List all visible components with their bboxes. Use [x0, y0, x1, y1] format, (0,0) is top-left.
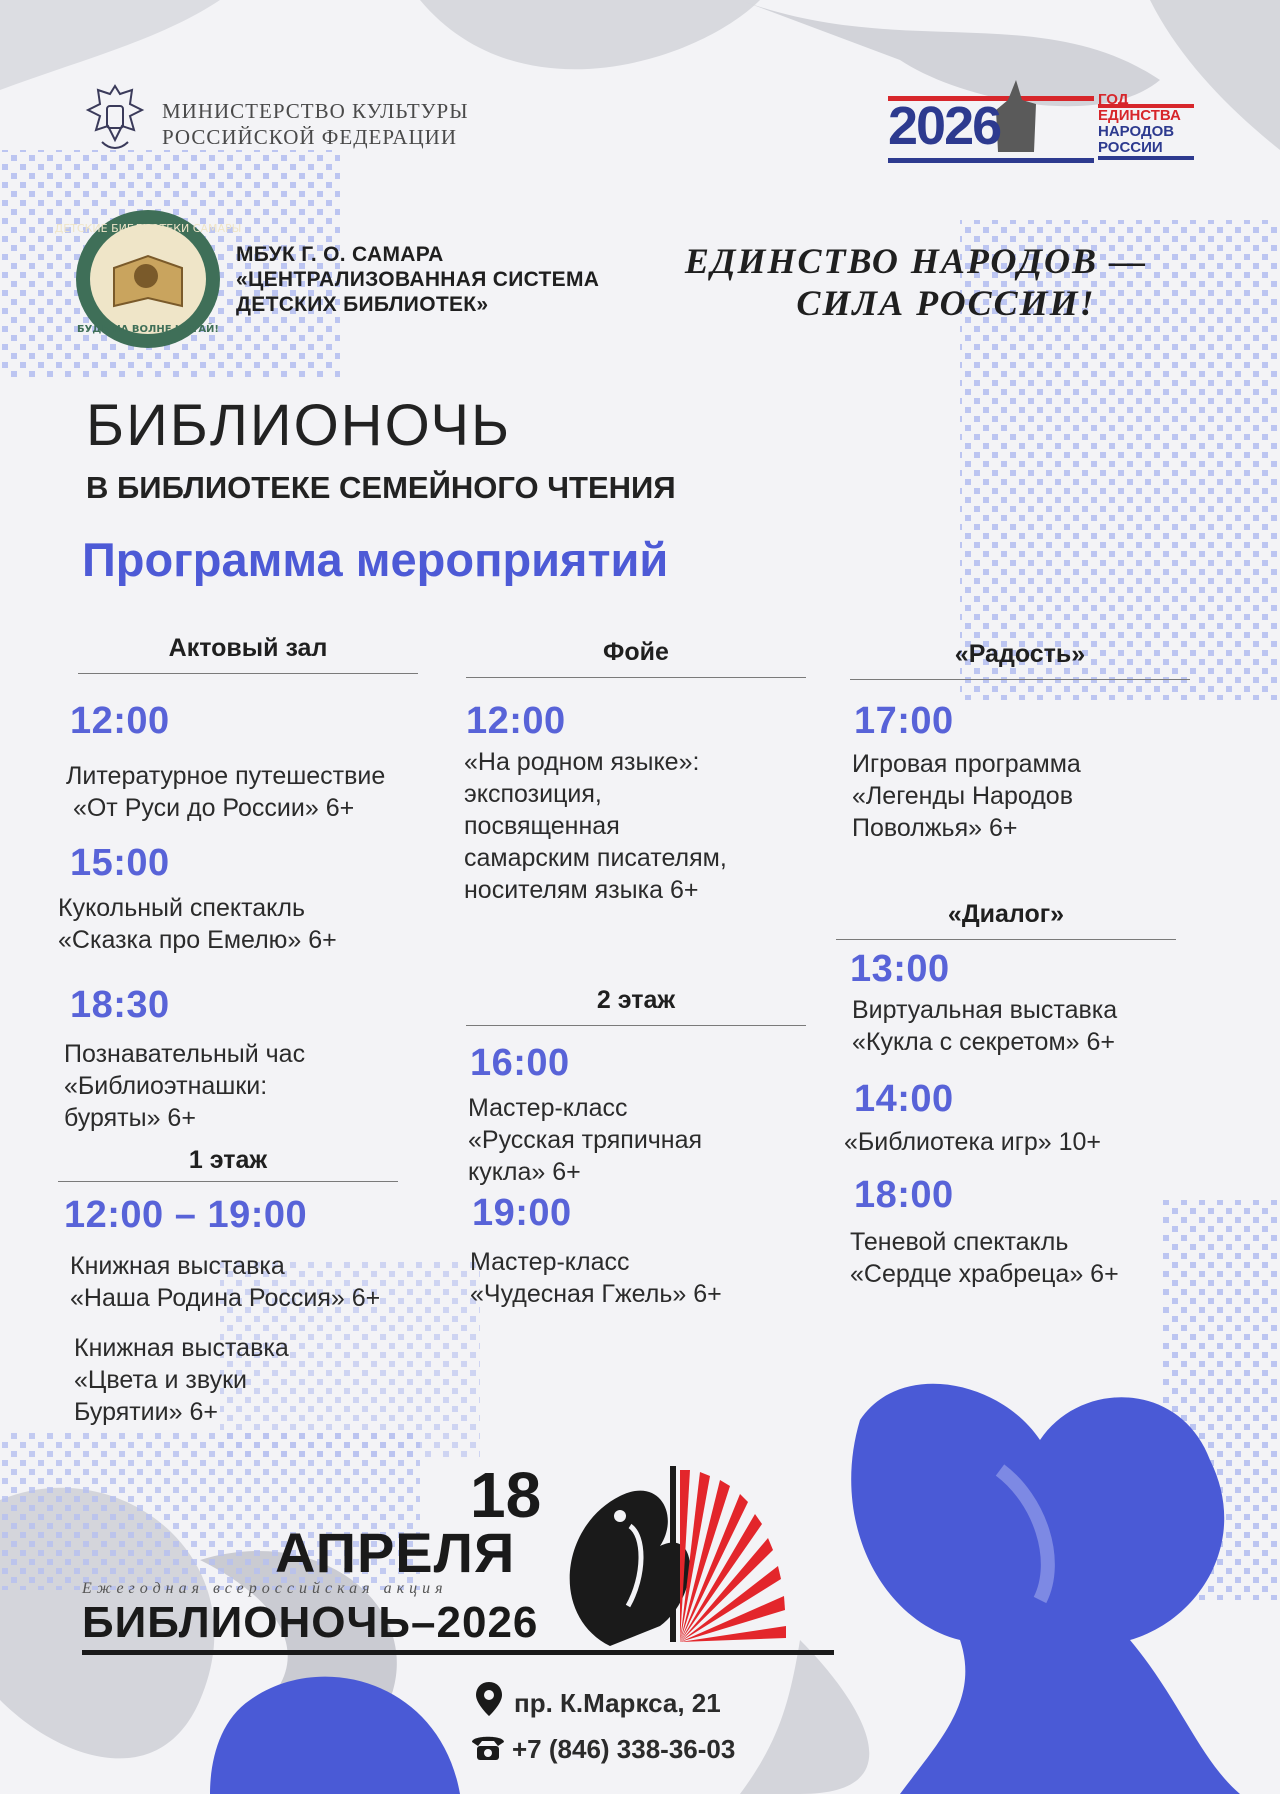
event-time: 15:00: [70, 842, 170, 884]
map-pin-icon: [476, 1682, 502, 1716]
section-floor-1: [58, 1146, 398, 1182]
footer-divider: [82, 1650, 834, 1655]
event-time: 12:00: [466, 700, 566, 742]
footer-day: 18: [470, 1459, 542, 1531]
event-description: Игровая программа «Легенды Народов Поволжья» 6+: [852, 750, 1081, 842]
svg-text:ДЕТСКИЕ БИБЛИОТЕКИ САМАРЫ: ДЕТСКИЕ БИБЛИОТЕКИ САМАРЫ: [54, 222, 242, 235]
organization-name: МБУК Г. О. САМАРА «ЦЕНТРАЛИЗОВАННАЯ СИСТЕМА ДЕТСКИХ БИБЛИОТЕК»: [236, 243, 600, 316]
ministry-emblem-icon: [80, 80, 150, 158]
event-description: Книжная выставка «Наша Родина Россия» 6+: [70, 1252, 381, 1312]
phone-number: +7 (846) 338-36-03: [512, 1734, 736, 1764]
event-time: 19:00: [472, 1192, 572, 1234]
event-time: 17:00: [854, 700, 954, 742]
event-description: «На родном языке»: экспозиция, посвященная самарским писателям, носителям языка 6+: [464, 748, 727, 904]
address: пр. К.Маркса, 21: [514, 1688, 721, 1718]
sub-title: В БИБЛИОТЕКЕ СЕМЕЙНОГО ЧТЕНИЯ: [86, 470, 676, 505]
phone-icon: [470, 1732, 506, 1762]
event-description: Виртуальная выставка «Кукла с секретом» 6+: [852, 996, 1118, 1056]
svg-text:БУДЬ НА ВОЛНЕ ЧИТАЙ!: БУДЬ НА ВОЛНЕ ЧИТАЙ!: [77, 324, 219, 335]
library-logo-icon: [54, 208, 242, 350]
section-radost: [850, 640, 1190, 680]
event-time: 12:00: [70, 700, 170, 742]
event-description: Литературное путешествие «От Руси до России» 6+: [66, 762, 386, 822]
event-description: Мастер-класс «Русская тряпичная кукла» 6+: [468, 1094, 703, 1186]
event-description: Познавательный час «Библиоэтнашки: буряты» 6+: [64, 1040, 306, 1132]
ornament-fan-icon: [550, 1466, 840, 1646]
section-floor-2: [466, 986, 806, 1026]
event-description: Кукольный спектакль «Сказка про Емелю» 6+: [58, 894, 337, 954]
event-time: 18:00: [854, 1174, 954, 1216]
event-description: «Библиотека игр» 10+: [844, 1128, 1102, 1156]
year-badge-number: 2026: [888, 96, 1001, 156]
section-heading: 1 этаж: [58, 1146, 398, 1182]
event-description: Книжная выставка «Цвета и звуки Бурятии» 6+: [74, 1334, 289, 1426]
event-time: 13:00: [850, 948, 950, 990]
section-dialog: [836, 900, 1176, 940]
event-time: 12:00 – 19:00: [64, 1194, 308, 1236]
footer-event-name: БИБЛИОНОЧЬ–2026: [82, 1598, 539, 1647]
ministry-name: МИНИСТЕРСТВО КУЛЬТУРЫ РОССИЙСКОЙ ФЕДЕРАЦИИ: [162, 99, 469, 149]
program-title: Программа мероприятий: [82, 533, 669, 586]
section-foye: [466, 638, 806, 678]
event-time: 14:00: [854, 1078, 954, 1120]
section-heading: «Диалог»: [836, 900, 1176, 940]
slogan: ЕДИНСТВО НАРОДОВ — СИЛА РОССИИ!: [684, 241, 1148, 323]
main-title: БИБЛИОНОЧЬ: [86, 393, 512, 458]
footer-month: АПРЕЛЯ: [275, 1521, 516, 1584]
event-description: Мастер-класс «Чудесная Гжель» 6+: [470, 1248, 722, 1308]
section-heading: 2 этаж: [466, 986, 806, 1026]
event-time: 16:00: [470, 1042, 570, 1084]
section-heading: Актовый зал: [78, 634, 418, 674]
footer-tagline: Ежегодная всероссийская акция: [82, 1580, 448, 1597]
section-heading: Фойе: [466, 638, 806, 678]
year-badge-caption: ГОД ЕДИНСТВА НАРОДОВ РОССИИ: [1098, 91, 1181, 156]
section-heading: «Радость»: [850, 640, 1190, 680]
event-time: 18:30: [70, 984, 170, 1026]
event-description: Теневой спектакль «Сердце храбреца» 6+: [850, 1228, 1119, 1288]
section-aktovy-zal: [78, 634, 418, 674]
